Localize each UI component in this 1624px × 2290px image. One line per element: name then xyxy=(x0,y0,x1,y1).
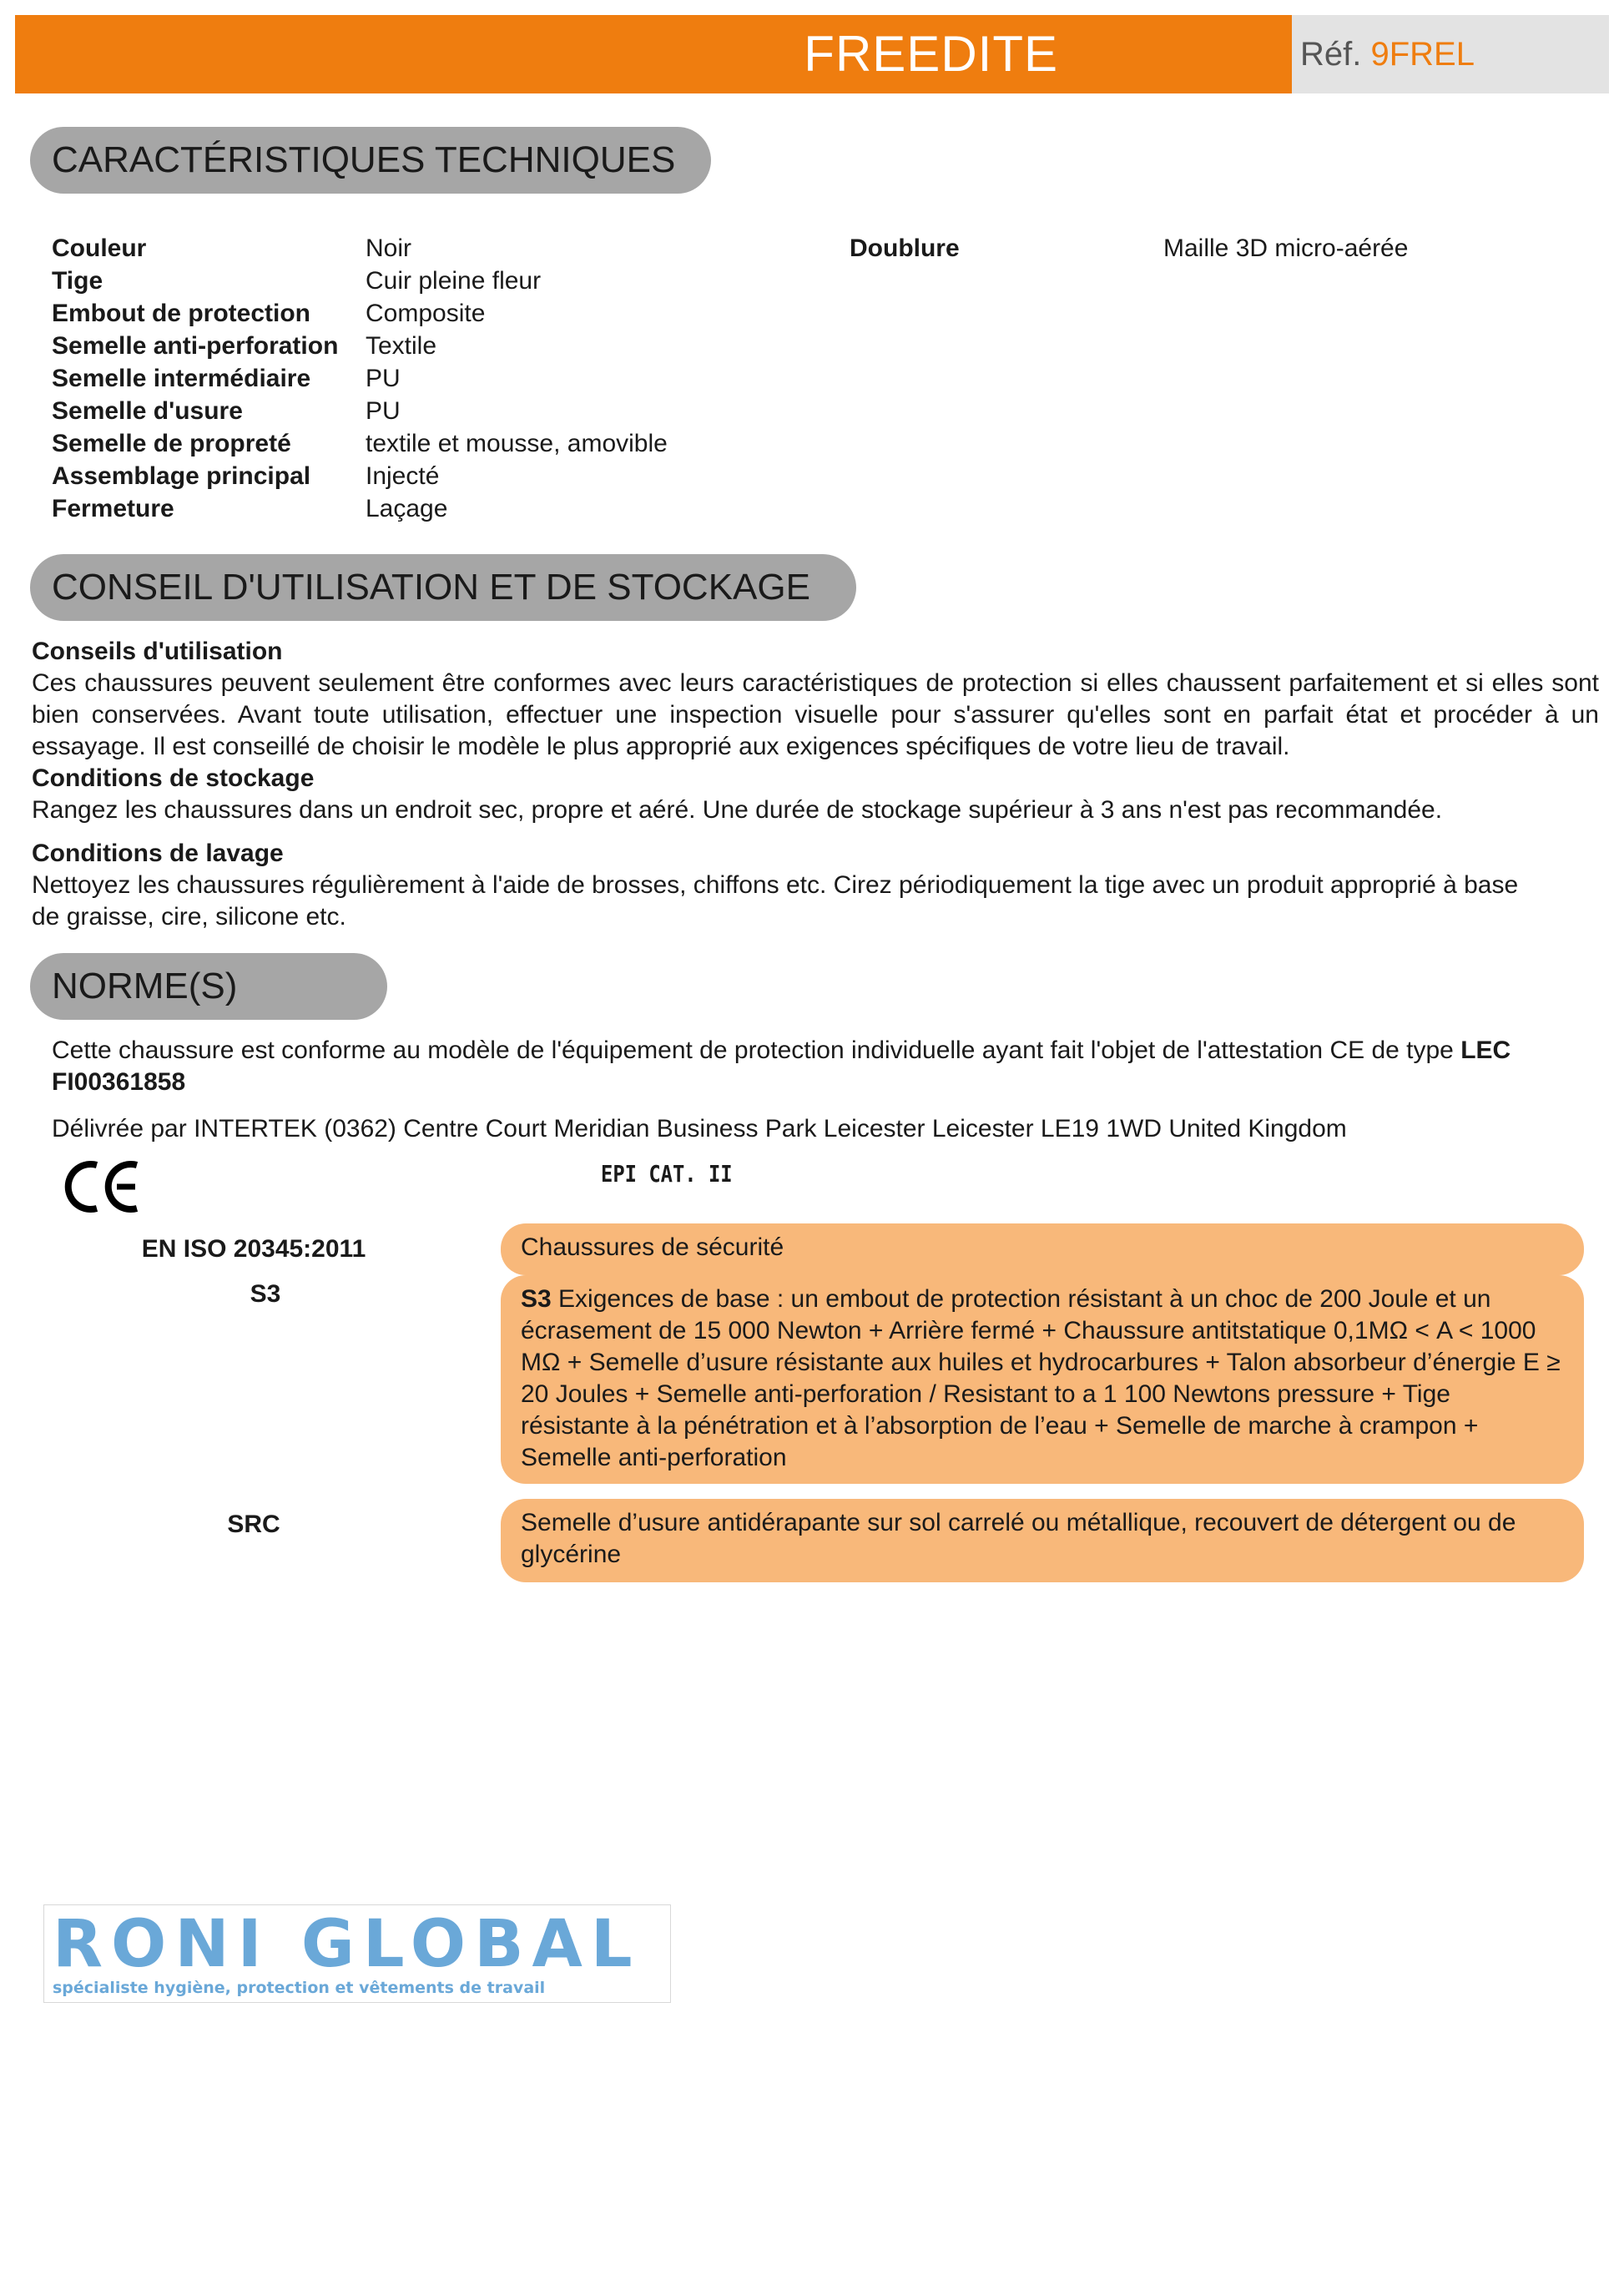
conformity-text: Cette chaussure est conforme au modèle de l'équipement de protection individuelle ayant fait l'objet de l'attestation CE de type xyxy=(52,1037,1454,1064)
spec-label: Fermeture xyxy=(52,495,174,522)
spec-label: Tige xyxy=(52,267,103,295)
spec-value: Noir xyxy=(366,235,412,262)
spec-label: Semelle intermédiaire xyxy=(52,365,311,392)
certificate-number: LEC FI00361858 xyxy=(52,1037,1511,1096)
spec-value: textile et mousse, amovible xyxy=(366,430,668,457)
product-name: FREEDITE xyxy=(804,26,1058,82)
logo-name: RONI GLOBAL xyxy=(53,1907,641,1982)
standard-bold-code: S3 xyxy=(521,1285,552,1313)
reference-value: 9FREL xyxy=(1370,36,1475,73)
standard-text: Chaussures de sécurité xyxy=(521,1233,784,1261)
spec-label: Semelle de propreté xyxy=(52,430,291,457)
logo-tagline: spécialiste hygiène, protection et vêtements de travail xyxy=(53,1979,546,1997)
use-title: Conseils d'utilisation xyxy=(32,638,283,665)
standard-description xyxy=(501,1223,1584,1275)
storage-text: Rangez les chaussures dans un endroit sec, propre et aéré. Une durée de stockage supérieur à 3 ans n'est pas recommandée. xyxy=(32,796,1443,824)
ce-mark-icon xyxy=(62,1158,142,1215)
spec-label: Couleur xyxy=(52,235,147,262)
section-title-technical: CARACTÉRISTIQUES TECHNIQUES xyxy=(30,127,711,194)
spec-value: PU xyxy=(366,397,401,425)
standard-description xyxy=(501,1275,1584,1484)
section-title-norms: NORME(S) xyxy=(30,953,387,1020)
storage-title: Conditions de stockage xyxy=(32,764,315,792)
spec-value: Injecté xyxy=(366,462,440,490)
spec-value: Composite xyxy=(366,300,486,327)
spec-label: Semelle d'usure xyxy=(52,397,243,425)
spec-label: Assemblage principal xyxy=(52,462,311,490)
header-bar xyxy=(15,15,1292,93)
standard-code: SRC xyxy=(227,1511,280,1538)
spec-value-lining: Maille 3D micro-aérée xyxy=(1163,235,1409,262)
standard-code: S3 xyxy=(250,1280,281,1308)
spec-value: Cuir pleine fleur xyxy=(366,267,542,295)
spec-value: Laçage xyxy=(366,495,448,522)
wash-text-line-2: de graisse, cire, silicone etc. xyxy=(32,903,346,931)
standard-description xyxy=(501,1499,1584,1582)
issued-by: Délivrée par INTERTEK (0362) Centre Court Meridian Business Park Leicester Leicester LE19 1WD United Kingdom xyxy=(52,1115,1347,1142)
use-text: Ces chaussures peuvent seulement être conformes avec leurs caractéristiques de protection si elles chaussent parfaitement et si elles sont bien conservées. Avant toute utilisation, effectuer une inspection visuelle pour s'assurer qu'elles sont en parfait état et procéder à un essayage. Il est conseillé de choisir le modèle le plus approprié aux exigences spécifiques de votre lieu de travail. xyxy=(32,669,1599,760)
wash-text-line-1: Nettoyez les chaussures régulièrement à l'aide de brosses, chiffons etc. Cirez périodiquement la tige avec un produit approprié à base xyxy=(32,871,1519,899)
standard-text: Exigences de base : un embout de protection résistant à un choc de 200 Joule et un écrasement de 15 000 Newton + Arrière fermé + Chaussure antitstatique 0,1MΩ < A < 1000 MΩ + Semelle d’usure résistante aux huiles et hydrocarbures + Talon absorbeur d’énergie E ≥ 20 Joules + Semelle anti-perforation / Resistant to a 1 100 Newtons pressure + Tige résistante à la pénétration et à l’absorption de l’eau + Semelle de marche à crampon + Semelle anti-perforation xyxy=(521,1285,1561,1471)
epi-category: EPI CAT. II xyxy=(601,1160,733,1188)
spec-value: Textile xyxy=(366,332,437,360)
reference-box xyxy=(1292,15,1609,93)
reference-label: Réf. xyxy=(1300,36,1362,73)
wash-title: Conditions de lavage xyxy=(32,840,284,867)
company-logo xyxy=(43,1904,671,2003)
spec-label: Semelle anti-perforation xyxy=(52,332,339,360)
standard-text: Semelle d’usure antidérapante sur sol carrelé ou métallique, recouvert de détergent ou de glycérine xyxy=(521,1509,1516,1568)
spec-label: Embout de protection xyxy=(52,300,310,327)
section-title-advice: CONSEIL D'UTILISATION ET DE STOCKAGE xyxy=(30,554,856,621)
standard-code: EN ISO 20345:2011 xyxy=(141,1235,366,1263)
spec-value: PU xyxy=(366,365,401,392)
spec-label-lining: Doublure xyxy=(850,235,960,262)
conformity-statement xyxy=(52,1035,1554,1098)
